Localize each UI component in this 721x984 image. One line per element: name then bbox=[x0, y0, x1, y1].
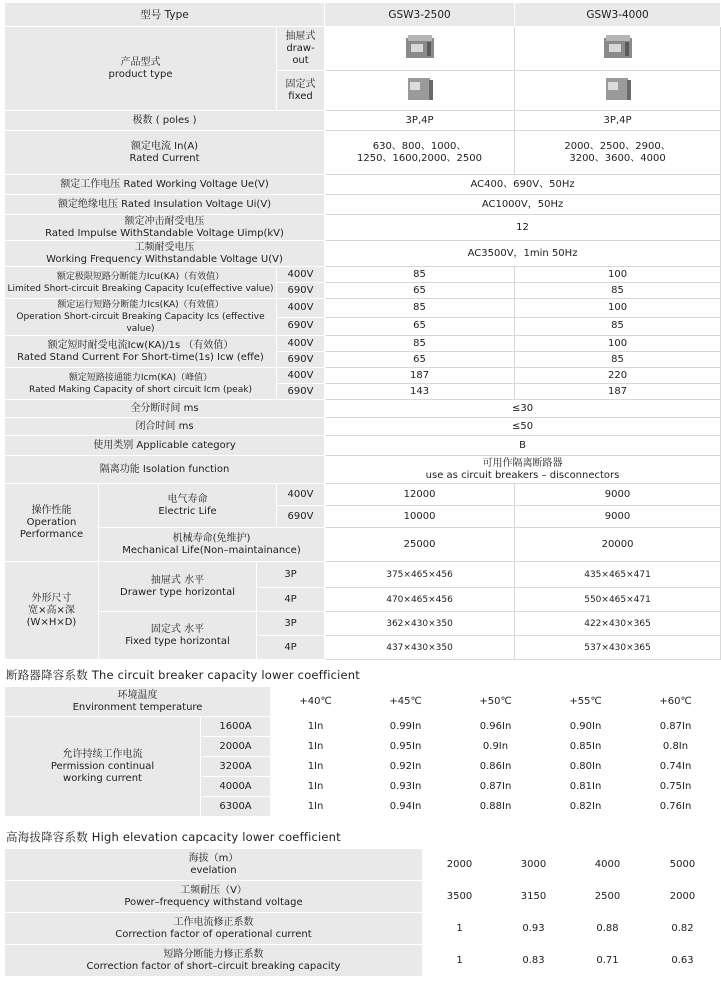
altitude-cell: 4000 bbox=[571, 849, 645, 881]
temp-cell: 1In bbox=[271, 737, 361, 757]
temp-cell: 0.82In bbox=[541, 797, 631, 817]
icw-value-1a: 85 bbox=[325, 336, 515, 352]
drawout-image-2 bbox=[515, 27, 721, 71]
icm-voltage-1: 400V bbox=[277, 368, 325, 384]
isolation-label: 隔离功能 Isolation function bbox=[5, 456, 325, 484]
temp-cell: 0.88In bbox=[451, 797, 541, 817]
dims-label: 外形尺寸 宽×高×深 (W×H×D) bbox=[5, 562, 99, 660]
ui-value: AC1000V，50Hz bbox=[325, 195, 721, 215]
temp-cell: 1In bbox=[271, 777, 361, 797]
ics-value-2a: 65 bbox=[325, 317, 515, 336]
altitude-cell: 0.93 bbox=[497, 913, 571, 945]
ue-label: 额定工作电压 Rated Working Voltage Ue(V) bbox=[5, 175, 325, 195]
altitude-cell: 0.88 bbox=[571, 913, 645, 945]
temp-cell: 1In bbox=[271, 797, 361, 817]
spec-table bbox=[4, 2, 721, 660]
altitude-cell: 2500 bbox=[571, 881, 645, 913]
altitude-cell: 3000 bbox=[497, 849, 571, 881]
fixed-3p-value-a: 362×430×350 bbox=[325, 612, 515, 636]
icw-voltage-1: 400V bbox=[277, 336, 325, 352]
drawer-3p-value-a: 375×465×456 bbox=[325, 562, 515, 588]
drawer-type-label: 抽屉式 水平 Drawer type horizontal bbox=[99, 562, 257, 612]
uimp-value: 12 bbox=[325, 215, 721, 241]
uimp-label: 额定冲击耐受电压 Rated Impulse WithStandable Voltage Uimp(kV) bbox=[5, 215, 325, 241]
model-2-header: GSW3-4000 bbox=[515, 3, 721, 27]
temp-section-title: 断路器降容系数 The circuit breaker capacity lower coefficient bbox=[6, 668, 360, 682]
temp-cell: 0.9In bbox=[451, 737, 541, 757]
ics-value-1b: 100 bbox=[515, 299, 721, 318]
altitude-cell: 0.82 bbox=[645, 913, 721, 945]
altitude-cell: 1 bbox=[423, 945, 497, 977]
electric-voltage-1: 400V bbox=[277, 484, 325, 506]
fixed-4p-label: 4P bbox=[257, 636, 325, 660]
drawer-4p-label: 4P bbox=[257, 588, 325, 612]
electric-value-1a: 12000 bbox=[325, 484, 515, 506]
electric-value-2b: 9000 bbox=[515, 506, 721, 528]
ics-value-2b: 85 bbox=[515, 317, 721, 336]
temp-header: +40℃ bbox=[271, 687, 361, 717]
env-temp-label: 环境温度 Environment temperature bbox=[5, 687, 271, 717]
electric-value-1b: 9000 bbox=[515, 484, 721, 506]
icm-value-2a: 143 bbox=[325, 384, 515, 400]
ui-label: 额定绝缘电压 Rated Insulation Voltage Ui(V) bbox=[5, 195, 325, 215]
electric-life-label: 电气寿命 Electric Life bbox=[99, 484, 277, 528]
temp-cell: 0.96In bbox=[451, 717, 541, 737]
type-header: 型号 Type bbox=[5, 3, 325, 27]
temp-table bbox=[4, 686, 721, 817]
operational-current-factor-label: 工作电流修正系数 Correction factor of operational current bbox=[5, 913, 423, 945]
current-rating: 2000A bbox=[201, 737, 271, 757]
current-rating: 1600A bbox=[201, 717, 271, 737]
category-label: 使用类别 Applicable category bbox=[5, 436, 325, 456]
mechanical-life-label: 机械寿命(免维护) Mechanical Life(Non–maintainance) bbox=[99, 528, 325, 562]
close-time-label: 闭合时间 ms bbox=[5, 418, 325, 436]
icm-value-1a: 187 bbox=[325, 368, 515, 384]
temp-cell: 0.92In bbox=[361, 757, 451, 777]
temp-cell: 0.87In bbox=[631, 717, 721, 737]
breaker-drawout-icon bbox=[601, 32, 635, 62]
temp-cell: 0.95In bbox=[361, 737, 451, 757]
ics-label: 额定运行短路分断能力Ics(KA)（有效值） Operation Short-circuit Breaking Capacity Ics (effective value) bbox=[5, 299, 277, 336]
temp-cell: 0.93In bbox=[361, 777, 451, 797]
isolation-value: 可用作隔离断路器 use as circuit breakers – disconnectors bbox=[325, 456, 721, 484]
fixed-image-1 bbox=[325, 71, 515, 111]
breaking-capacity-factor-label: 短路分断能力修正系数 Correction factor of short–circuit breaking capacity bbox=[5, 945, 423, 977]
temp-cell: 0.87In bbox=[451, 777, 541, 797]
ics-value-1a: 85 bbox=[325, 299, 515, 318]
temp-cell: 0.75In bbox=[631, 777, 721, 797]
drawer-3p-value-b: 435×465×471 bbox=[515, 562, 721, 588]
break-time-label: 全分断时间 ms bbox=[5, 400, 325, 418]
breaker-drawout-icon bbox=[403, 32, 437, 62]
temp-header: +55℃ bbox=[541, 687, 631, 717]
fixed-4p-value-a: 437×430×350 bbox=[325, 636, 515, 660]
poles-value-1: 3P,4P bbox=[325, 111, 515, 131]
drawer-4p-value-b: 550×465×471 bbox=[515, 588, 721, 612]
electric-voltage-2: 690V bbox=[277, 506, 325, 528]
drawer-4p-value-a: 470×465×456 bbox=[325, 588, 515, 612]
poles-value-2: 3P,4P bbox=[515, 111, 721, 131]
icm-value-1b: 220 bbox=[515, 368, 721, 384]
poles-label: 极数 ( poles ) bbox=[5, 111, 325, 131]
altitude-cell: 5000 bbox=[645, 849, 721, 881]
break-time-value: ≤30 bbox=[325, 400, 721, 418]
permission-current-label: 允许持续工作电流 Permission continual working current bbox=[5, 717, 201, 817]
electric-value-2a: 10000 bbox=[325, 506, 515, 528]
fixed-label: 固定式 fixed bbox=[277, 71, 325, 111]
drawout-image-1 bbox=[325, 27, 515, 71]
rated-current-label: 额定电流 In(A) Rated Current bbox=[5, 131, 325, 175]
ics-voltage-1: 400V bbox=[277, 299, 325, 318]
altitude-cell: 1 bbox=[423, 913, 497, 945]
icu-value-1b: 100 bbox=[515, 267, 721, 283]
altitude-cell: 3150 bbox=[497, 881, 571, 913]
drawer-3p-label: 3P bbox=[257, 562, 325, 588]
current-rating: 3200A bbox=[201, 757, 271, 777]
icw-value-2a: 65 bbox=[325, 352, 515, 368]
icu-label: 额定极限短路分断能力Icu(KA)（有效值） Limited Short-circuit Breaking Capacity Icu(effective value) bbox=[5, 267, 277, 299]
icw-voltage-2: 690V bbox=[277, 352, 325, 368]
temp-header: +60℃ bbox=[631, 687, 721, 717]
temp-cell: 0.80In bbox=[541, 757, 631, 777]
temp-header: +45℃ bbox=[361, 687, 451, 717]
fixed-type-label: 固定式 水平 Fixed type horizontal bbox=[99, 612, 257, 660]
temp-cell: 0.94In bbox=[361, 797, 451, 817]
fixed-image-2 bbox=[515, 71, 721, 111]
operation-label: 操作性能 Operation Performance bbox=[5, 484, 99, 562]
icm-label: 额定短路接通能力Icm(KA)（峰值） Rated Making Capacity of short circuit Icm (peak) bbox=[5, 368, 277, 400]
fixed-3p-label: 3P bbox=[257, 612, 325, 636]
freq-label: 工频耐受电压 Working Frequency Withstandable Voltage U(V) bbox=[5, 241, 325, 267]
temp-cell: 0.86In bbox=[451, 757, 541, 777]
category-value: B bbox=[325, 436, 721, 456]
temp-cell: 0.74In bbox=[631, 757, 721, 777]
icu-voltage-2: 690V bbox=[277, 283, 325, 299]
icw-value-1b: 100 bbox=[515, 336, 721, 352]
temp-header: +50℃ bbox=[451, 687, 541, 717]
alt-section-title: 高海拔降容系数 High elevation capcacity lower coefficient bbox=[6, 830, 341, 844]
model-1-header: GSW3-2500 bbox=[325, 3, 515, 27]
rated-current-value-2: 2000、2500、2900、 3200、3600、4000 bbox=[515, 131, 721, 175]
mechanical-value-a: 25000 bbox=[325, 528, 515, 562]
temp-cell: 0.8In bbox=[631, 737, 721, 757]
icu-voltage-1: 400V bbox=[277, 267, 325, 283]
breaker-fixed-icon bbox=[403, 74, 437, 104]
temp-cell: 0.81In bbox=[541, 777, 631, 797]
withstand-voltage-label: 工频耐压（V） Power–frequency withstand voltage bbox=[5, 881, 423, 913]
freq-value: AC3500V，1min 50Hz bbox=[325, 241, 721, 267]
temp-cell: 0.99In bbox=[361, 717, 451, 737]
altitude-cell: 2000 bbox=[645, 881, 721, 913]
current-rating: 6300A bbox=[201, 797, 271, 817]
mechanical-value-b: 20000 bbox=[515, 528, 721, 562]
temp-cell: 0.85In bbox=[541, 737, 631, 757]
rated-current-value-1: 630、800、1000、 1250、1600,2000、2500 bbox=[325, 131, 515, 175]
temp-cell: 1In bbox=[271, 757, 361, 777]
icw-label: 额定短时耐受电流Icw(KA)/1s （有效值） Rated Stand Current For Short-time(1s) Icw (effe) bbox=[5, 336, 277, 368]
icu-value-2b: 85 bbox=[515, 283, 721, 299]
icm-voltage-2: 690V bbox=[277, 384, 325, 400]
icm-value-2b: 187 bbox=[515, 384, 721, 400]
product-type-label: 产品型式 product type bbox=[5, 27, 277, 111]
altitude-cell: 0.83 bbox=[497, 945, 571, 977]
temp-cell: 1In bbox=[271, 717, 361, 737]
altitude-cell: 2000 bbox=[423, 849, 497, 881]
drawout-label: 抽屉式 draw- out bbox=[277, 27, 325, 71]
altitude-label: 海拔（m） evelation bbox=[5, 849, 423, 881]
altitude-cell: 0.63 bbox=[645, 945, 721, 977]
altitude-cell: 3500 bbox=[423, 881, 497, 913]
temp-cell: 0.76In bbox=[631, 797, 721, 817]
icu-value-2a: 65 bbox=[325, 283, 515, 299]
altitude-table bbox=[4, 848, 721, 977]
fixed-3p-value-b: 422×430×365 bbox=[515, 612, 721, 636]
close-time-value: ≤50 bbox=[325, 418, 721, 436]
altitude-cell: 0.71 bbox=[571, 945, 645, 977]
fixed-4p-value-b: 537×430×365 bbox=[515, 636, 721, 660]
breaker-fixed-icon bbox=[601, 74, 635, 104]
icw-value-2b: 85 bbox=[515, 352, 721, 368]
ue-value: AC400、690V、50Hz bbox=[325, 175, 721, 195]
current-rating: 4000A bbox=[201, 777, 271, 797]
temp-cell: 0.90In bbox=[541, 717, 631, 737]
icu-value-1a: 85 bbox=[325, 267, 515, 283]
ics-voltage-2: 690V bbox=[277, 317, 325, 336]
